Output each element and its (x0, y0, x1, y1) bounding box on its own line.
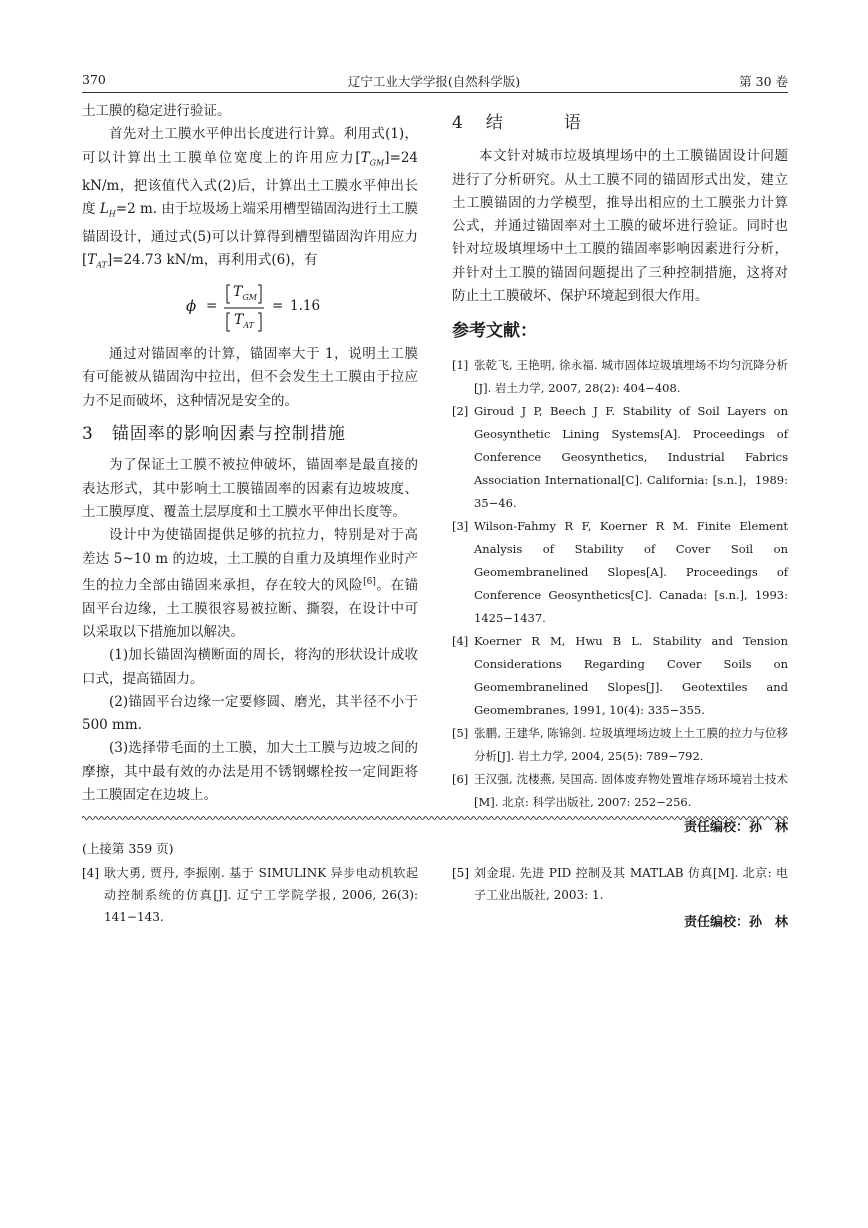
reference-item: [4] 耿大勇, 贾丹, 李振刚. 基于 SIMULINK 异步电动机软起动控制系统的仿真[J]. 辽宁工学院学报, 2006, 26(3): 141−143. (82, 866, 418, 924)
paragraph: 通过对锚固率的计算，锚固率大于 1，说明土工膜有可能被从锚固沟中拉出，但不会发生土工膜由于拉应力不足而破坏，这种情况是安全的。 (82, 346, 418, 409)
reference-item: [2] Giroud J P, Beech J F. Stability of Soil Layers on Geosynthetic Lining Systems[A]. Proceedings of Conference Geosynthetics, Industrial Fabrics Association International[C]. California: [s.n.]，1989: 35−46. (452, 403, 788, 510)
reference-list (452, 354, 788, 814)
reference-item: [5] 刘金琨. 先进 PID 控制及其 MATLAB 仿真[M]. 北京: 电子工业出版社, 2003: 1. (452, 866, 788, 902)
paragraph: 首先对土工膜水平伸出长度进行计算。利用式(1)，可以计算出土工膜单位宽度上的许用应力$[T_{GM}]=24$ kN/m，把该值代入式(2)后，计算出土工膜水平伸出长度 $L_H=2$ m. 由于垃圾场上端采用槽型锚固沟进行土工膜锚固设计，通过式(5)可以计算得到槽型锚固沟许用应力$[T_{AT}]=24.73$ kN/m，再利用式(6)，有 (82, 126, 418, 270)
fraction: $T_{GM}$ $T_{AT}$ (224, 279, 264, 337)
journal-title: 辽宁工业大学学报(自然科学版) (347, 74, 521, 89)
reference-item: [4] Koerner R M, Hwu B L. Stability and Tension Considerations Regarding Cover Soils on Geomembranelined Slopes[J]. Geotextiles and Geomembranes, 1991, 10(4): 335−355. (452, 633, 788, 717)
measure-item: (1)加长锚固沟横断面的周长，将沟的形状设计成收口式，提高锚固力。 (82, 647, 418, 687)
section-heading: 3 锚固率的影响因素与控制措施 (82, 424, 346, 445)
measure-item: (3)选择带毛面的土工膜，加大土工膜与边坡之间的摩擦，其中最有效的办法是用不锈钢螺栓按一定间距将土工膜固定在边坡上。 (82, 740, 418, 803)
right-column (452, 104, 788, 839)
paragraph: 本文针对城市垃圾填埋场中的土工膜锚固设计问题进行了分析研究。从土工膜不同的锚固形式出发，建立土工膜锚固的力学模型，推导出相应的土工膜张力计算公式，并通过锚固率对土工膜的破坏进行验证。同时也针对垃圾填埋场中土工膜的锚固率影响因素进行分析，并针对土工膜的锚固问题提出了三种控制措施，这将对防止土工膜破坏、保护环境起到很大作用。 (452, 148, 788, 305)
measure-item: (2)锚固平台边缘一定要修圆、磨光，其半径不小于 500 mm. (82, 693, 418, 734)
page-number: 370 (82, 72, 106, 87)
continuation-note: (上接第 359 页) (82, 841, 174, 856)
volume-label: 第 30 卷 (739, 74, 788, 89)
section-heading: 4 结 语 (452, 113, 582, 133)
reference-item: [1] 张乾飞, 王艳明, 徐永福. 城市固体垃圾填埋场不均匀沉降分析[J]. 岩土力学, 2007, 28(2): 404−408. (452, 357, 788, 395)
reference-item: [6] 王汉强, 沈楼燕, 吴国高. 固体废弃物处置堆存场环境岩土技术[M]. 北京: 科学出版社, 2007: 252−256. (452, 771, 788, 809)
phi-symbol: ϕ (186, 297, 197, 316)
paragraph: 土工膜的稳定进行验证。 (82, 103, 231, 119)
equation-value: 1.16 (290, 298, 321, 315)
header-rule (82, 92, 788, 93)
reference-item: [3] Wilson-Fahmy R F, Koerner R M. Finite Element Analysis of Stability of Cover Soil on Geomembranelined Slopes[A]. Proceedings of Conference Geosynthetics[C]. Canada: [s.n.], 1993: 1425−1437. (452, 518, 788, 625)
editor-credit: 责任编校：孙 林 (683, 915, 788, 930)
paragraph: 为了保证土工膜不被拉伸破坏，锚固率是最直接的表达形式，其中影响土工膜锚固率的因素有边坡坡度、土工膜厚度、覆盖土层厚度和土工膜水平伸出长度等。 (82, 457, 418, 520)
editor-credit: 责任编校：孙 林 (683, 819, 788, 835)
equation: ϕ = $T_{GM}$ $T_{AT}$ = 1.16 (82, 279, 418, 339)
left-column (82, 100, 418, 807)
wavy-separator (82, 815, 788, 821)
reference-item: [5] 张鹏, 王建华, 陈锦剑. 垃圾填埋场边坡上土工膜的拉力与位移分析[J]. 岩土力学, 2004, 25(5): 789−792. (452, 725, 788, 763)
paragraph: 设计中为使锚固提供足够的抗拉力，特别是对于高差达 5~10 m 的边坡，土工膜的自重力及填埋作业时产生的拉力全部由锚固来承担，存在较大的风险[6]。在锚固平台边缘，土工膜很容易被拉断、撕裂，在设计中可以采取以下措施加以解决。 (82, 527, 419, 640)
continuation-block-right (452, 862, 788, 934)
references-heading: 参考文献： (452, 321, 537, 342)
continuation-block (82, 838, 418, 928)
